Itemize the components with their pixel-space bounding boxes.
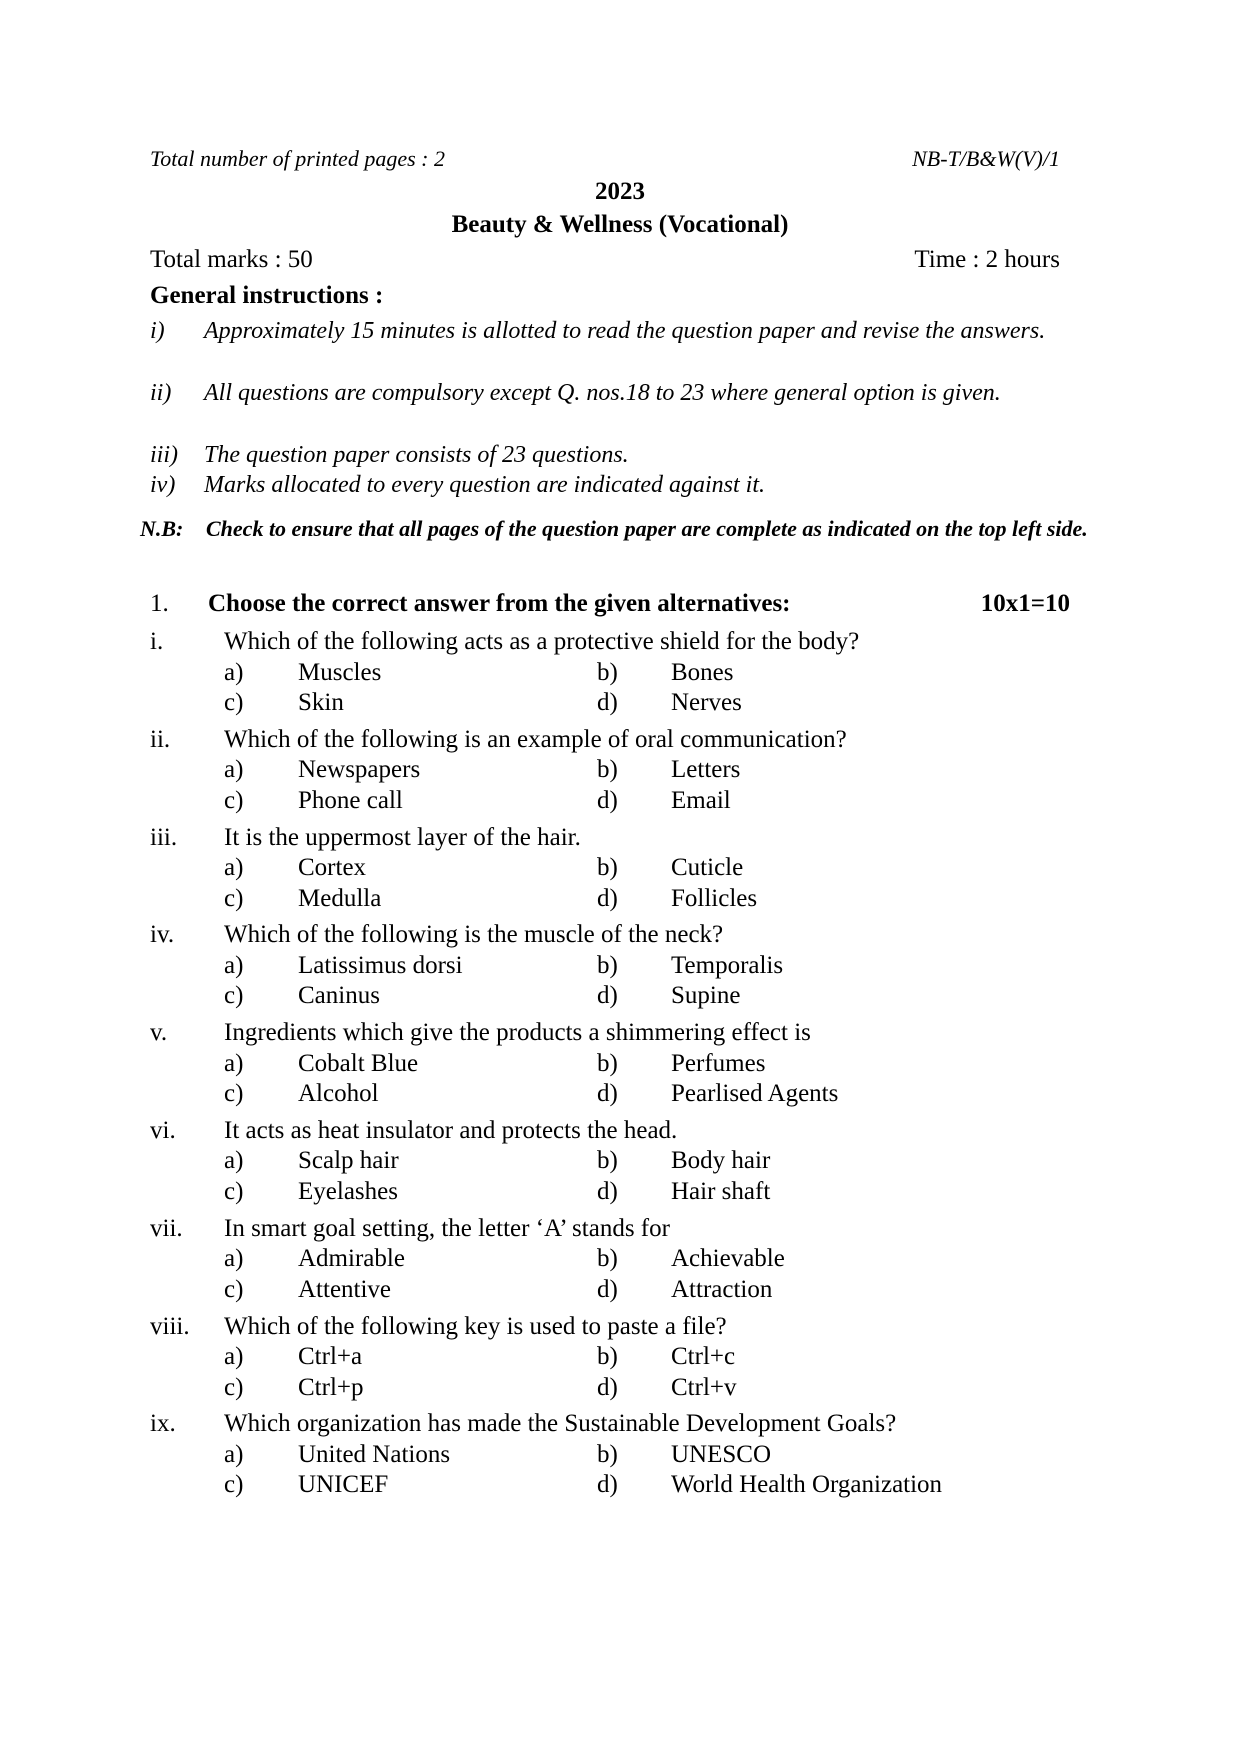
mcq-item: v. Ingredients which give the products a shimmering effect is a) Cobalt Blue b) Perfumes c) Alcohol d) Pearlised Agents [150,1019,839,1108]
instruction-text: The question paper consists of 23 questions. [204,442,629,468]
item-number: viii. [150,1312,190,1340]
item-stem: It acts as heat insulator and protects the head. [224,1116,678,1144]
nb-label: N.B: [140,516,184,541]
mcq-item: ix. Which organization has made the Sustainable Development Goals? a) United Nations b) UNESCO c) UNICEF d) World Health Organization [150,1410,943,1499]
item-number: v. [150,1019,168,1047]
mcq-item: vi. It acts as heat insulator and protects the head. a) Scalp hair b) Body hair c) Eyelashes d) Hair shaft [150,1116,771,1205]
item-stem: Which of the following is the muscle of the neck? [224,921,724,949]
question-marks: 10x1=10 [980,590,1070,617]
mcq-item: iii. It is the uppermost layer of the hair. a) Cortex b) Cuticle c) Medulla d) Follicles [150,823,758,912]
item-stem: Ingredients which give the products a shimmering effect is [224,1019,811,1047]
instruction-number: ii) [150,380,172,406]
question-text: Choose the correct answer from the given alternatives: [208,590,791,617]
mcq-item: iv. Which of the following is the muscle of the neck? a) Latissimus dorsi b) Temporalis c) Caninus d) Supine [150,921,784,1010]
instruction-text: All questions are compulsory except Q. nos.18 to 23 where general option is given. [204,380,1001,406]
item-stem: In smart goal setting, the letter ‘A’ stands for [224,1214,670,1242]
total-marks: Total marks : 50 [150,246,313,273]
instruction-item [150,378,1100,440]
mcq-list [0,628,1240,1508]
question-number: 1. [150,590,169,617]
mcq-item: viii. Which of the following key is used to paste a file? a) Ctrl+a b) Ctrl+c c) Ctrl+p d) Ctrl+v [150,1312,737,1401]
item-number: vi. [150,1116,176,1144]
item-number: iii. [150,823,178,851]
instruction-item [150,316,1100,378]
instructions-title: General instructions : [150,282,384,309]
instruction-text: Approximately 15 minutes is allotted to read the question paper and revise the answers. [204,318,1046,344]
item-stem: Which of the following key is used to paste a file? [224,1312,727,1340]
instruction-number: iii) [150,442,178,468]
mcq-item: ii. Which of the following is an example of oral communication? a) Newspapers b) Letters c) Phone call d) Email [150,725,847,814]
item-stem: Which of the following acts as a protective shield for the body? [224,628,860,655]
item-number: vii. [150,1214,183,1242]
instruction-text: Marks allocated to every question are indicated against it. [204,472,765,498]
printed-pages-note: Total number of printed pages : 2 [150,146,445,171]
subject-title: Beauty & Wellness (Vocational) [451,211,789,238]
paper-code: NB-T/B&W(V)/1 [912,146,1060,171]
item-stem: Which organization has made the Sustainable Development Goals? [224,1410,897,1438]
instruction-item [150,470,1100,501]
marks-time-row [150,246,1060,274]
item-number: i. [150,628,164,655]
instruction-item [150,440,1100,471]
item-number: ii. [150,725,171,753]
nb-text: Check to ensure that all pages of the question paper are complete as indicated on the top left side. [206,516,1088,541]
item-stem: Which of the following is an example of oral communication? [224,725,847,753]
exam-year: 2023 [595,178,645,205]
mcq-item: i. Which of the following acts as a protective shield for the body? a) Muscles b) Bones c) Skin d) Nerves [150,628,860,716]
item-number: ix. [150,1410,176,1438]
item-number: iv. [150,921,175,949]
mcq-item: vii. In smart goal setting, the letter ‘A’ stands for a) Admirable b) Achievable c) Attentive d) Attraction [150,1214,785,1303]
item-stem: It is the uppermost layer of the hair. [224,823,581,851]
header-row [150,146,1060,172]
instruction-number: i) [150,318,165,344]
time-allowed: Time : 2 hours [914,246,1060,273]
instruction-number: iv) [150,472,176,498]
